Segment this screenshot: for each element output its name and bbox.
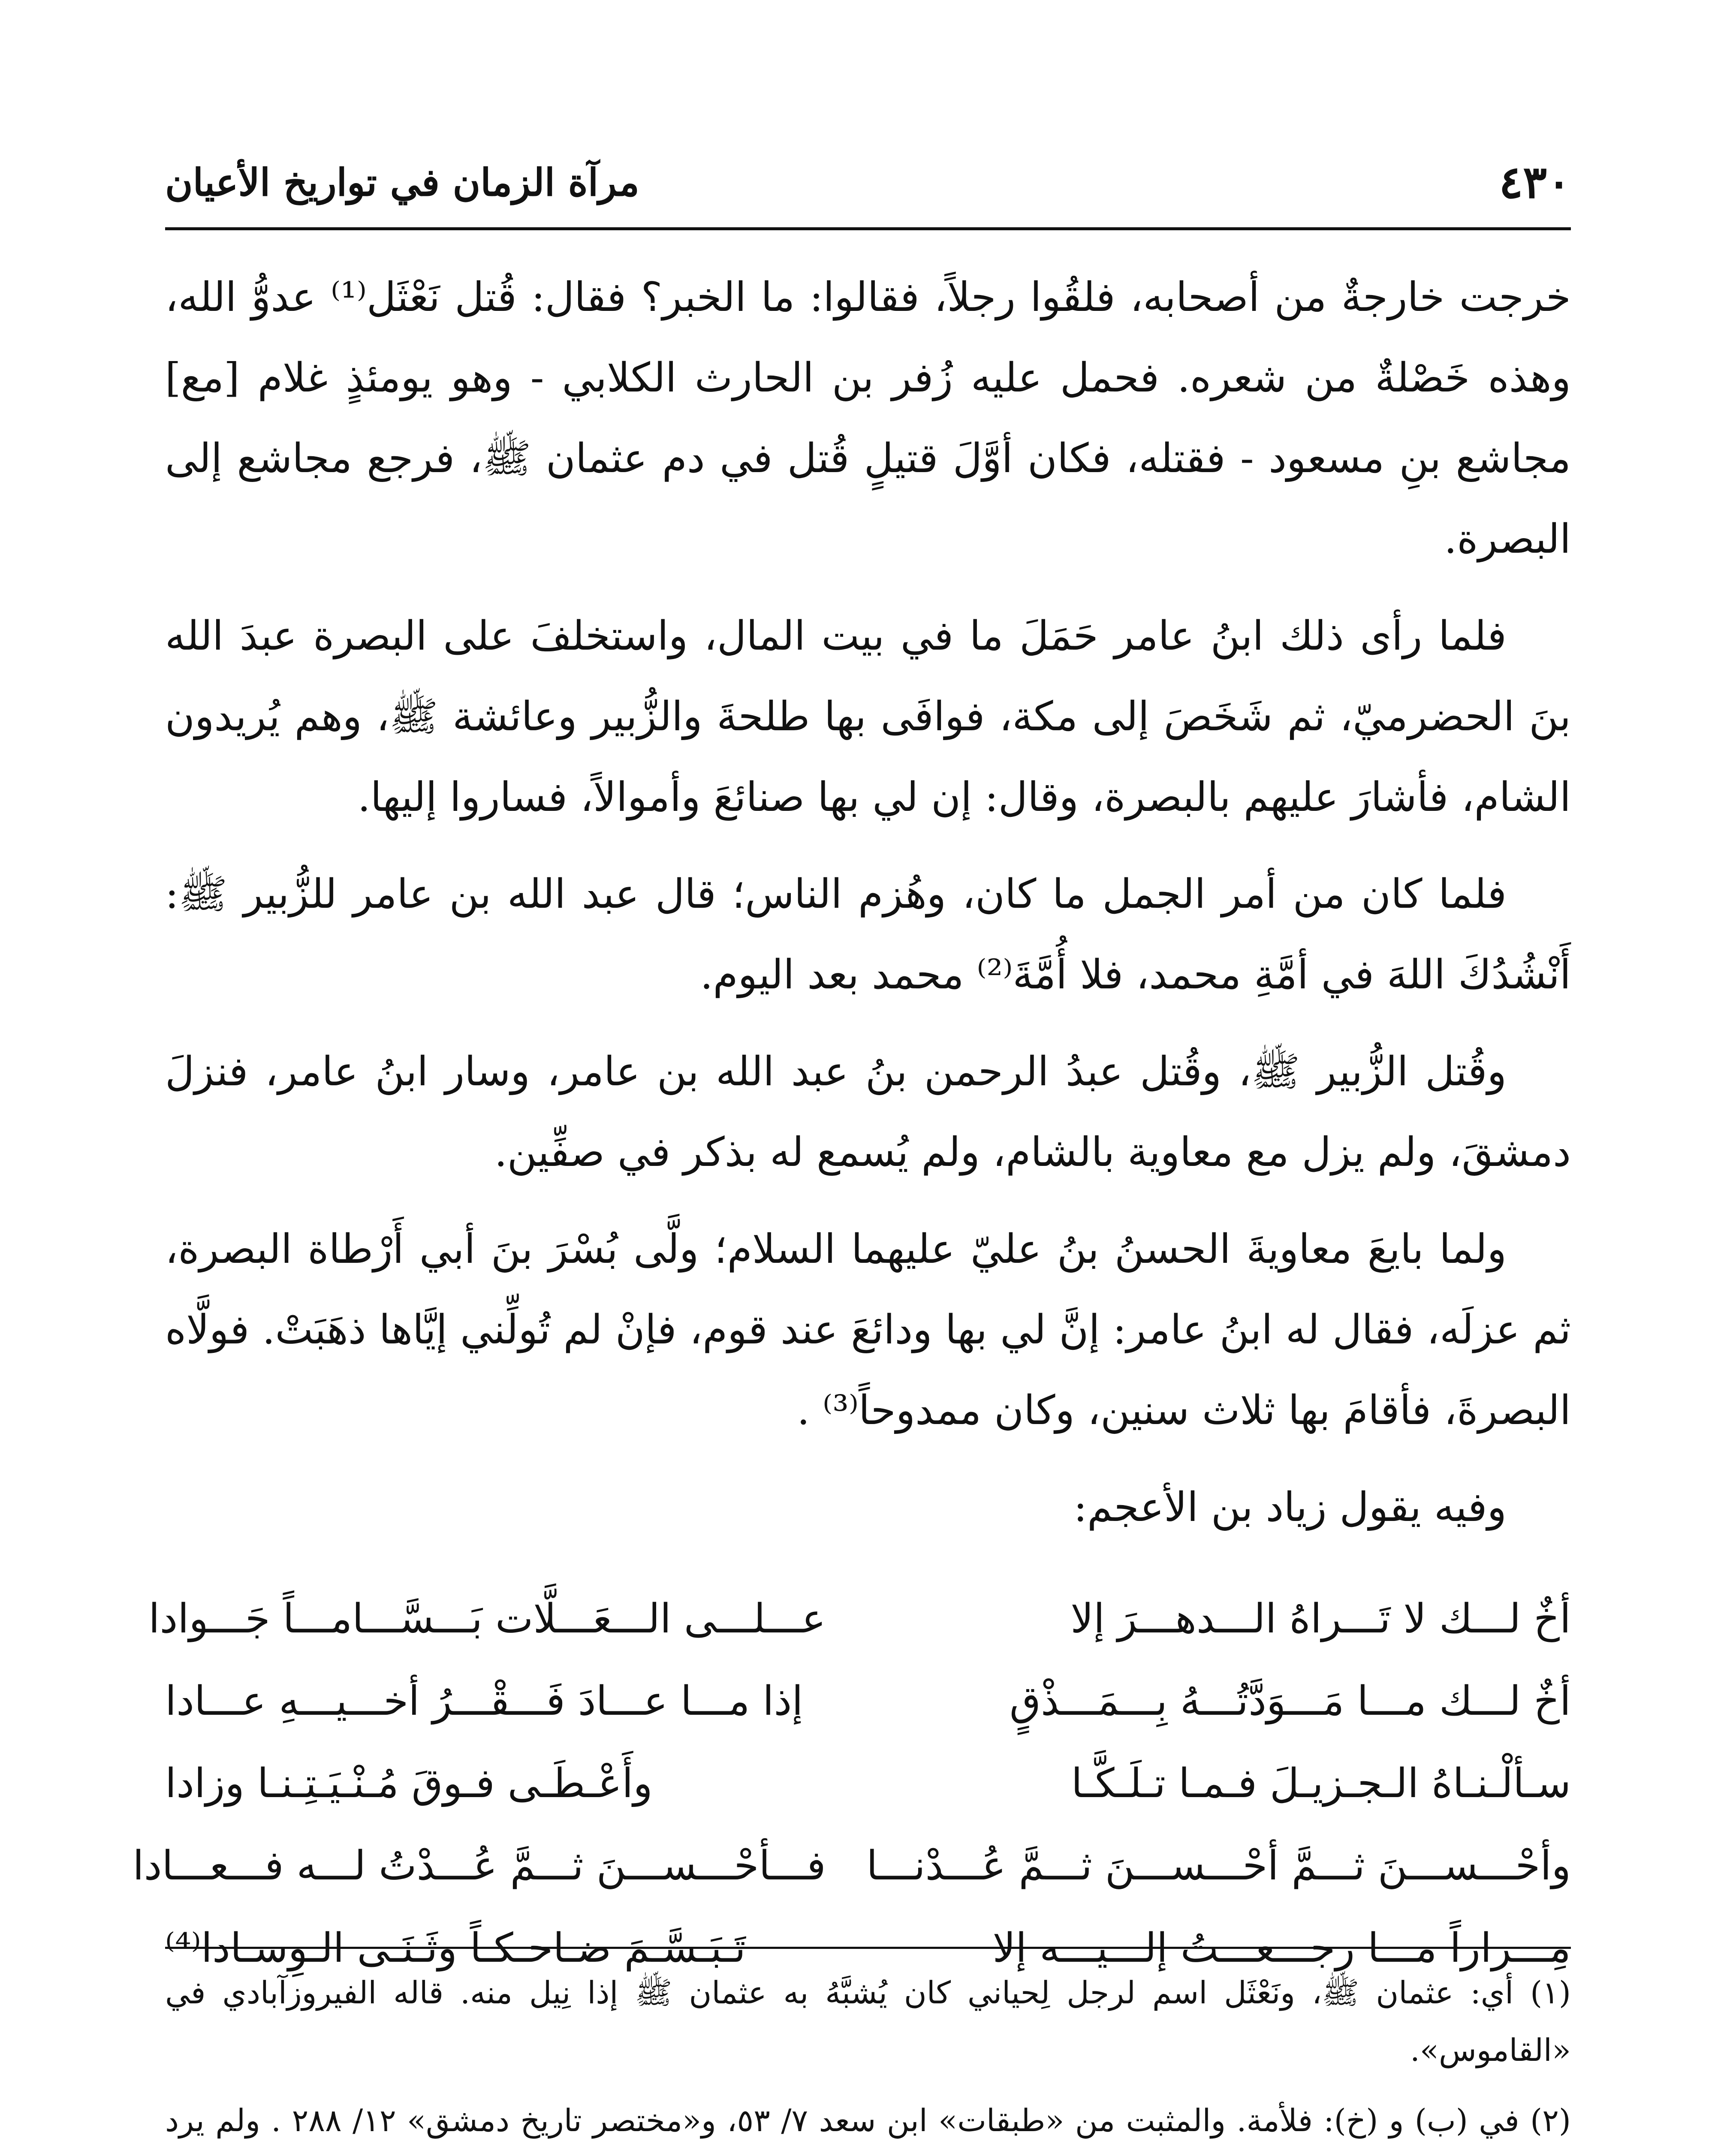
running-title: مرآة الزمان في تواريخ الأعيان <box>165 160 639 205</box>
paragraph-2: فلما رأى ذلك ابنُ عامر حَمَلَ ما في بيت المال، واستخلفَ على البصرة عبدَ الله بنَ الحضرميّ، ثم شَخَصَ إلى مكة، فوافَى بها طلحةَ والزُّبير وعائشة ﷺ، وهم يُريدون الشام، فأشارَ عليهم بالبصرة، وقال: إن لي بها صنائعَ وأموالاً، فساروا إليها. <box>165 613 1571 821</box>
verse-first-hemistich: مِـــراراً مـــا رجـــعـــتُ إلـــيـــه إلا <box>992 1925 1571 1972</box>
poem <box>133 1578 1571 1990</box>
verse-first-hemistich: أخٌ لـــك لا تَـــراهُ الـــدهـــرَ إلا <box>1070 1596 1571 1642</box>
footnote: (٢) في (ب) و (خ): فلأمة. والمثبت من «طبقات» ابن سعد ٧/ ٥٣، و«مختصر تاريخ دمشق» ١٢/ ٢٨٨ . ولم يرد <box>165 2102 1571 2138</box>
verse-line <box>133 1825 1571 1907</box>
paragraph-5: ولما بايعَ معاويةَ الحسنُ بنُ عليّ عليهما السلام؛ ولَّى بُسْرَ بنَ أبي أَرْطاة البصرة، ثم عزلَه، فقال له ابنُ عامر: إنَّ لي بها ودائعَ عند قوم، فإنْ لم تُولِّني إيَّاها ذهَبَتْ. فولَّاه البصرةَ، فأقامَ بها ثلاث سنين، وكان ممدوحاً⁽³⁾ . <box>165 1226 1571 1434</box>
poem-intro: وفيه يقول زياد بن الأعجم: <box>1073 1484 1507 1531</box>
verse-first-hemistich: سـألْـنـاهُ الـجـزيـلَ فـمـا تـلَـكَّـا <box>1071 1760 1571 1807</box>
verse-second-hemistich: عـــلـــى الـــعَـــلَّات بَـــسَّـــامـــاً جَـــوادا <box>148 1596 826 1642</box>
main-text <box>133 257 1571 1990</box>
verse-second-hemistich: إذا مـــا عـــادَ فَـــقْـــرُ أخـــيـــهِ عـــادا <box>165 1678 803 1725</box>
paragraph-4: وقُتل الزُّبير ﷺ، وقُتل عبدُ الرحمن بنُ عبد الله بن عامر، وسار ابنُ عامر، فنزلَ دمشقَ، ولم يزل مع معاوية بالشام، ولم يُسمع له بذكر في صفِّين. <box>165 1048 1571 1176</box>
verse-second-hemistich: تَـبَـسَّـمَ ضـاحـكـاً وثَـنَـى الـوِسـادا⁽⁴⁾ <box>165 1925 746 1972</box>
footnote: (١) أي: عثمان ﷺ، ونَعْثَل اسم لرجل لِحياني كان يُشبَّهُ به عثمان ﷺ إذا نِيل منه. قاله الفيروزآبادي في «القاموس». <box>165 1975 1571 2068</box>
verse-first-hemistich: وأحْـــســـنَ ثـــمَّ أحْـــســـنَ ثـــمَّ عُـــدْنـــا <box>866 1843 1571 1889</box>
verse-second-hemistich: وأَعْـطَـى فـوقَ مُـنْـيَـتِـنـا وزادا <box>165 1760 653 1807</box>
footnote-rule <box>165 1947 1571 1949</box>
verse-line <box>165 1743 1571 1825</box>
verse-line <box>165 1660 1571 1743</box>
page-number: ٤٣٠ <box>1499 156 1571 208</box>
paragraph-1: خرجت خارجةٌ من أصحابه، فلقُوا رجلاً، فقالوا: ما الخبر؟ فقال: قُتل نَعْثَل⁽¹⁾ عدوُّ الله، وهذه خَصْلةٌ من شعره. فحمل عليه زُفر بن الحارث الكلابي - وهو يومئذٍ غلام [مع] مجاشع بنِ مسعود - فقتله، فكان أوَّلَ قتيلٍ قُتل في دم عثمان ﷺ، فرجع مجاشع إلى البصرة. <box>165 274 1571 563</box>
page-header <box>165 142 1571 223</box>
verse-line <box>148 1578 1571 1660</box>
footnotes <box>165 1964 1571 2144</box>
header-rule <box>165 227 1571 230</box>
paragraph-3: فلما كان من أمر الجمل ما كان، وهُزم الناس؛ قال عبد الله بن عامر للزُّبير ﷺ: أَنْشُدُكَ اللهَ في أمَّةِ محمد، فلا أُمَّةَ⁽²⁾ محمد بعد اليوم. <box>165 871 1571 998</box>
verse-first-hemistich: أخٌ لـــك مـــا مَـــوَدَّتُـــهُ بِـــمَـــذْقٍ <box>1010 1678 1571 1725</box>
verse-second-hemistich: فـــأحْـــســـنَ ثـــمَّ عُـــدْتُ لـــه فـــعـــادا <box>133 1843 826 1889</box>
